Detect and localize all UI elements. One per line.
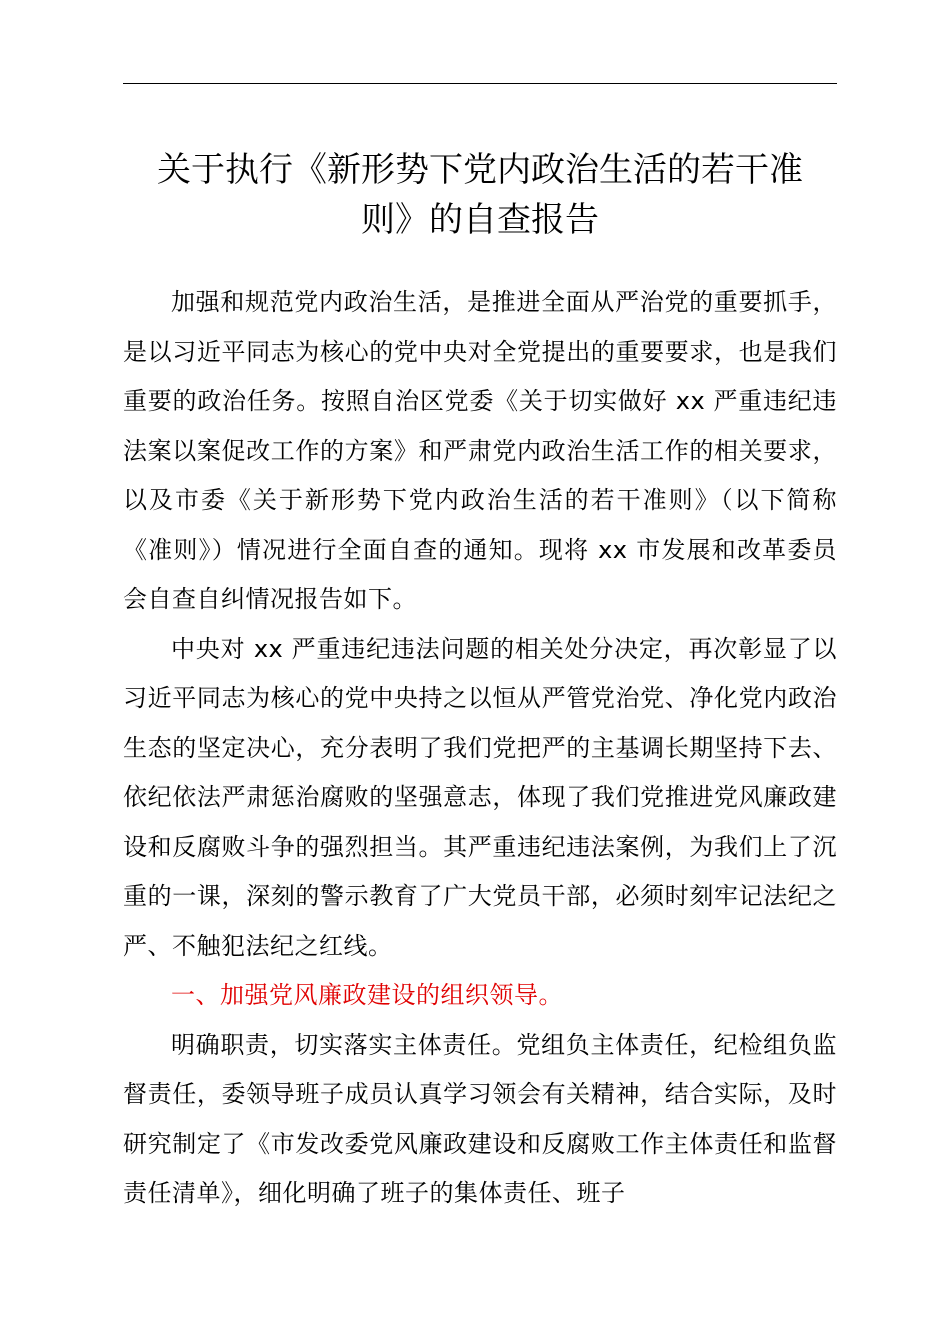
header-rule: [123, 83, 837, 84]
paragraph-intro: 加强和规范党内政治生活，是推进全面从严治党的重要抓手，是以习近平同志为核心的党中央对全党提出的重要要求，也是我们重要的政治任务。按照自治区党委《关于切实做好 xx 严重违纪违法案以案促改工作的方案》和严肃党内政治生活工作的相关要求，以及市委《关于新形势下党内政治生活的若干准则》（以下简称《准则》）情况进行全面自查的通知。现将 xx 市发展和改革委员会自查自纠情况报告如下。: [123, 288, 837, 613]
document-body: [123, 278, 837, 1219]
paragraph-context: 中央对 xx 严重违纪违法问题的相关处分决定，再次彰显了以习近平同志为核心的党中央持之以恒从严管党治党、净化党内政治生态的坚定决心，充分表明了我们党把严的主基调长期坚持下去、依纪依法严肃惩治腐败的坚强意志，体现了我们党推进党风廉政建设和反腐败斗争的强烈担当。其严重违纪违法案例，为我们上了沉重的一课，深刻的警示教育了广大党员干部，必须时刻牢记法纪之严、不触犯法纪之红线。: [123, 634, 837, 960]
paragraph-responsibility: 明确职责，切实落实主体责任。党组负主体责任，纪检组负监督责任，委领导班子成员认真学习领会有关精神，结合实际，及时研究制定了《市发改委党风廉政建设和反腐败工作主体责任和监督责任清单》，细化明确了班子的集体责任、班子: [123, 1030, 837, 1207]
section-heading-1: 一、加强党风廉政建设的组织领导。: [171, 981, 563, 1009]
title-line-1: 关于执行《新形势下党内政治生活的若干准: [157, 150, 803, 190]
title-line-2: 则》的自查报告: [361, 200, 599, 240]
document-title: [123, 145, 837, 245]
